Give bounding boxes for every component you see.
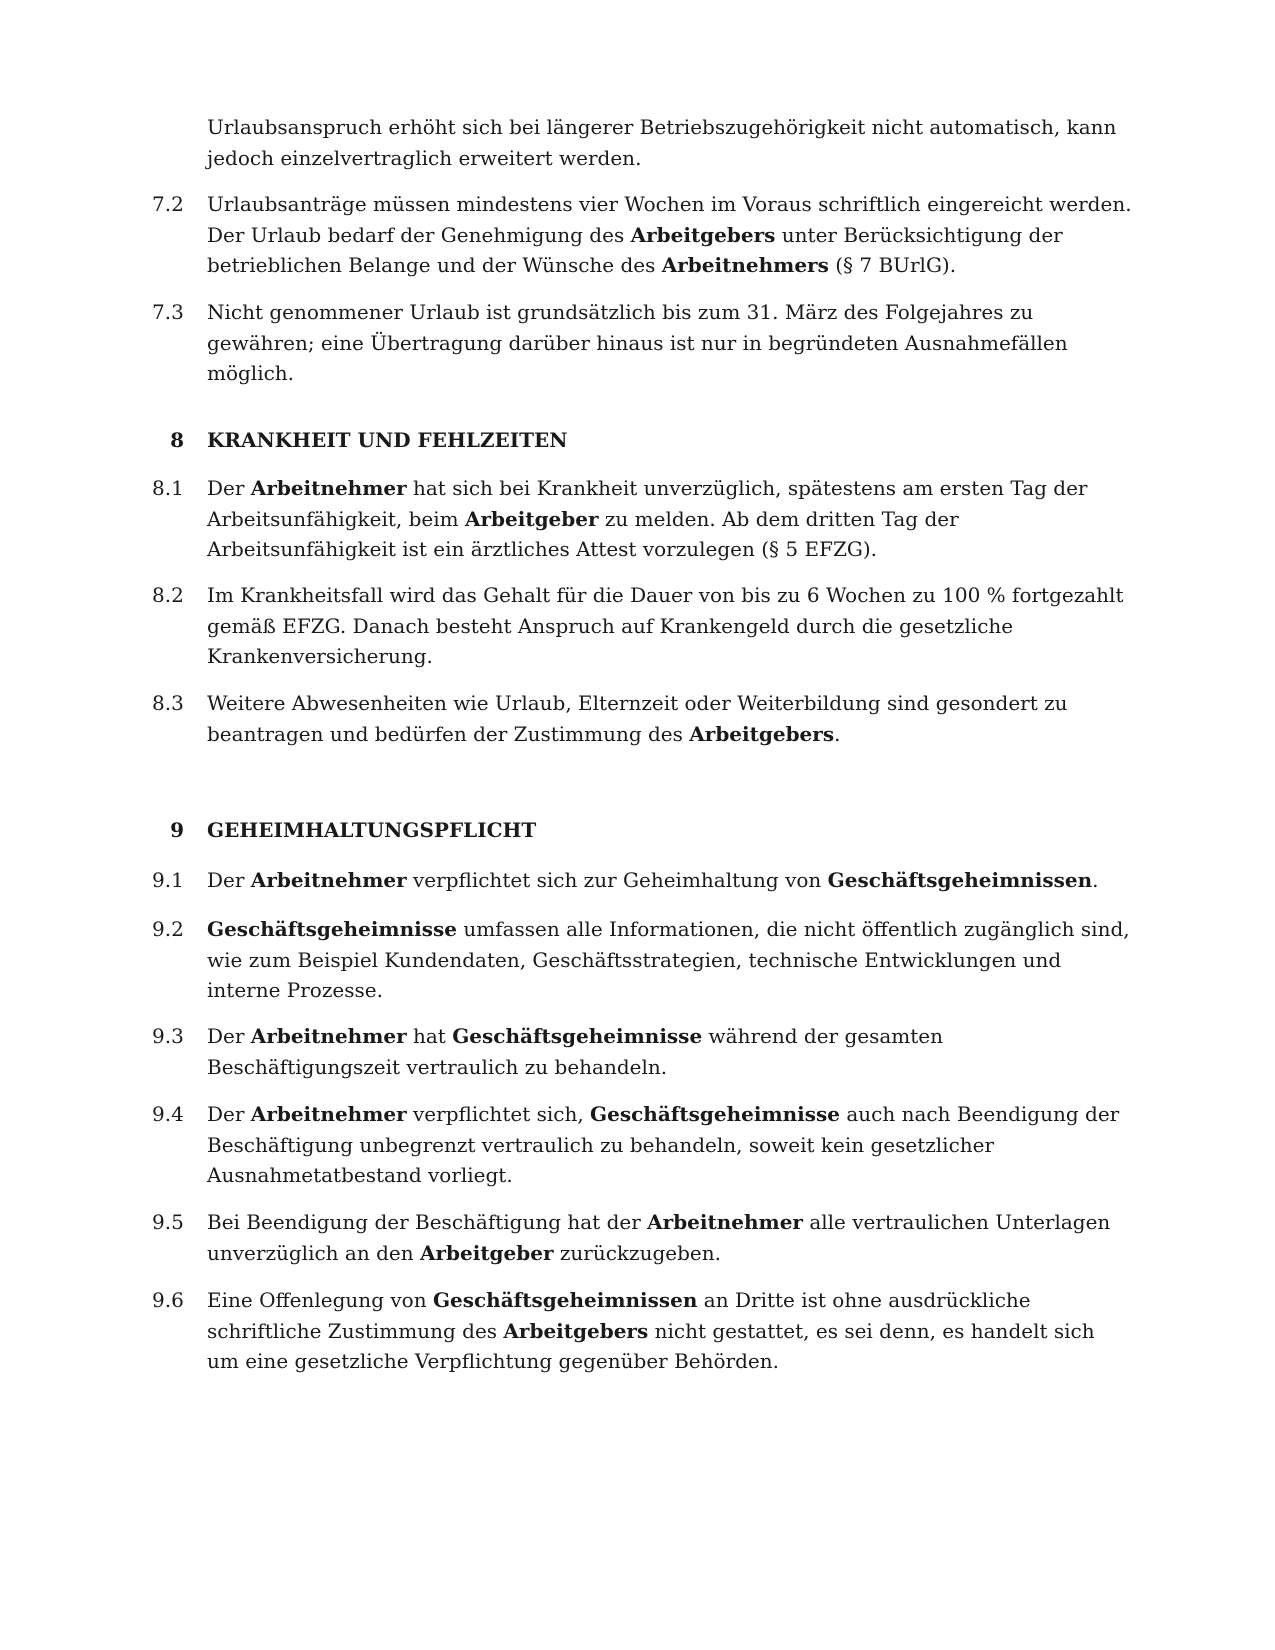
clause-number: 9.3: [152, 1024, 184, 1048]
clause-9-1: [152, 865, 1132, 896]
text-segment: alle vertraulichen Unterlagen unverzüglich an den: [207, 1210, 1111, 1265]
text-segment: auch nach Beendigung der Beschäftigung unbegrenzt vertraulich zu behandeln, soweit kein gesetzlicher Ausnahmetatbestand vorliegt.: [207, 1102, 1120, 1187]
text-segment: nicht gestattet, es sei denn, es handelt sich um eine gesetzliche Verpflichtung gegenüber Behörden.: [207, 1318, 1095, 1373]
defined-term: Geschäftsgeheimnisse: [207, 917, 457, 941]
defined-term: Arbeitnehmer: [250, 1024, 407, 1048]
defined-term: Geschäftsgeheimnissen: [827, 868, 1093, 892]
clause-8-1: [152, 473, 1132, 565]
clause-text: [207, 473, 1132, 565]
text-segment: .: [834, 721, 841, 746]
text-segment: Eine Offenlegung von: [207, 1288, 433, 1312]
clause-text: [207, 189, 1132, 281]
defined-term: Geschäftsgeheimnissen: [432, 1288, 698, 1312]
text-segment: Urlaubsanspruch erhöht sich bei längerer Betriebszugehörigkeit nicht automatisch, kann jedoch einzelvertraglich erweitert werden.: [207, 115, 1117, 170]
defined-term: Arbeitnehmer: [250, 476, 407, 500]
text-segment: .: [1092, 868, 1099, 892]
clause-text: [207, 688, 1132, 749]
section-number: 9: [170, 818, 184, 842]
clause-text: [207, 865, 1132, 896]
text-segment: Urlaubsanträge müssen mindestens vier Wochen im Voraus schriftlich eingereicht werden. Der Urlaub bedarf der Genehmigung des: [207, 192, 1132, 247]
text-segment: Bei Beendigung der Beschäftigung hat der: [207, 1210, 648, 1234]
text-segment: (§ 7 BUrlG).: [828, 253, 957, 277]
clause-number: 9.6: [152, 1288, 184, 1312]
defined-term: Arbeitgeber: [464, 506, 599, 531]
clause-9-5: [152, 1207, 1132, 1268]
clause-text: [207, 112, 1132, 173]
text-segment: Der: [207, 476, 251, 500]
clause-number: 8.1: [152, 476, 184, 500]
clause-number: 9.4: [152, 1102, 184, 1126]
clause-9-4: [152, 1099, 1132, 1191]
text-segment: unter Berücksichtigung der betrieblichen Belange und der Wünsche des: [207, 222, 1063, 277]
section-heading-9: [152, 815, 1132, 846]
clause-number: 9.2: [152, 917, 184, 941]
section-heading-8: [152, 425, 1132, 456]
defined-term: Arbeitnehmers: [661, 253, 829, 277]
clause-number: 7.3: [152, 300, 184, 324]
clause-7-3: [152, 297, 1132, 389]
text-segment: Der: [207, 868, 251, 892]
section-title: GEHEIMHALTUNGSPFLICHT: [207, 818, 537, 842]
text-segment: hat sich bei Krankheit unverzüglich, spätestens am ersten Tag der Arbeitsunfähigkeit, beim: [207, 476, 1088, 531]
clause-text: [207, 1207, 1132, 1268]
defined-term: Arbeitnehmer: [250, 1102, 407, 1126]
defined-term: Arbeitgebers: [689, 721, 835, 746]
section-number: 8: [170, 428, 184, 452]
clause-text: [207, 914, 1132, 1006]
text-segment: verpflichtet sich zur Geheimhaltung von: [406, 868, 828, 892]
clause-number: 9.5: [152, 1210, 184, 1234]
text-segment: hat: [406, 1024, 453, 1048]
text-segment: Weitere Abwesenheiten wie Urlaub, Elternzeit oder Weiterbildung sind gesondert zu beantragen und bedürfen der Zustimmung des: [207, 691, 1068, 746]
text-segment: Der: [207, 1024, 251, 1048]
section-title: KRANKHEIT UND FEHLZEITEN: [207, 428, 568, 452]
clause-9-6: [152, 1285, 1132, 1377]
clause-number: 7.2: [152, 192, 184, 216]
clause-7-2: [152, 189, 1132, 281]
clause-text: [207, 1021, 1132, 1082]
text-segment: zurückzugeben.: [553, 1240, 721, 1265]
clause-text: [207, 297, 1132, 389]
clause-9-3: [152, 1021, 1132, 1082]
clause-8-2: [152, 580, 1132, 672]
defined-term: Arbeitnehmer: [647, 1210, 803, 1234]
clause-text: [207, 1285, 1132, 1377]
text-segment: zu melden. Ab dem dritten Tag der Arbeitsunfähigkeit ist ein ärztliches Attest vorzulegen (§ 5 EFZG).: [207, 506, 959, 561]
clause-text: [207, 1099, 1132, 1191]
defined-term: Arbeitgebers: [630, 222, 776, 247]
defined-term: Arbeitgeber: [419, 1240, 554, 1265]
text-segment: Der: [207, 1102, 251, 1126]
defined-term: Geschäftsgeheimnisse: [590, 1102, 841, 1126]
clause-7-1-continuation: [152, 112, 1132, 173]
clause-8-3: [152, 688, 1132, 749]
text-segment: umfassen alle Informationen, die nicht öffentlich zugänglich sind, wie zum Beispiel Kundendaten, Geschäftsstrategien, technische Entwicklungen und interne Prozesse.: [207, 917, 1130, 1002]
text-segment: Im Krankheitsfall wird das Gehalt für die Dauer von bis zu 6 Wochen zu 100 % fortgezahlt gemäß EFZG. Danach besteht Anspruch auf Krankengeld durch die gesetzliche Krankenversicherung.: [207, 583, 1124, 668]
clause-text: [207, 580, 1132, 672]
text-segment: Nicht genommener Urlaub ist grundsätzlich bis zum 31. März des Folgejahres zu gewähren; eine Übertragung darüber hinaus ist nur in begründeten Ausnahmefällen möglich.: [207, 300, 1068, 385]
text-segment: an Dritte ist ohne ausdrückliche schriftliche Zustimmung des: [207, 1288, 1031, 1343]
clause-number: 9.1: [152, 868, 184, 892]
defined-term: Geschäftsgeheimnisse: [452, 1024, 703, 1048]
text-segment: während der gesamten Beschäftigungszeit vertraulich zu behandeln.: [207, 1024, 943, 1079]
clause-number: 8.3: [152, 691, 184, 715]
defined-term: Arbeitnehmer: [250, 868, 407, 892]
text-segment: verpflichtet sich,: [406, 1102, 591, 1126]
clause-9-2: [152, 914, 1132, 1006]
clause-number: 8.2: [152, 583, 184, 607]
defined-term: Arbeitgebers: [503, 1318, 649, 1343]
